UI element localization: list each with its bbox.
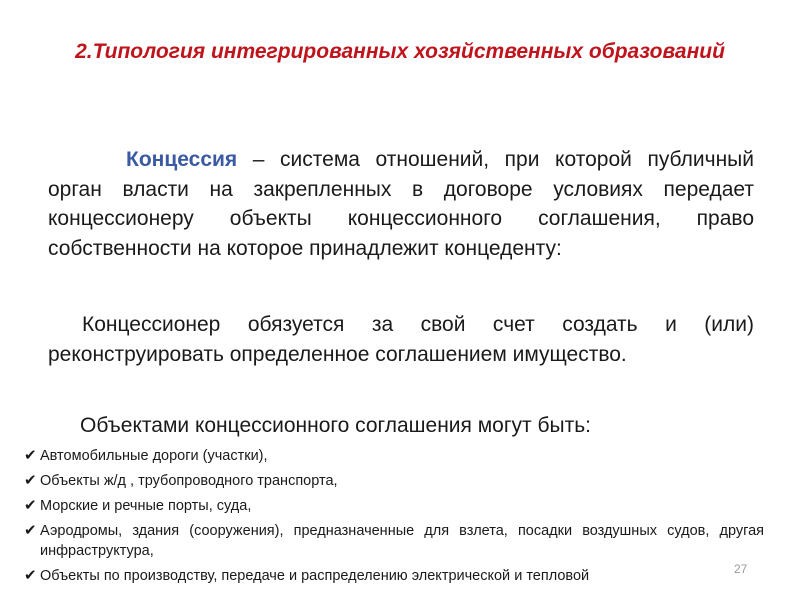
objects-list: [24, 446, 764, 591]
check-mark-icon: ✔: [24, 447, 37, 464]
concession-definition: [48, 145, 754, 263]
check-mark-icon: ✔: [24, 497, 37, 514]
list-item: [24, 566, 764, 586]
page-number: 27: [734, 562, 748, 576]
check-mark-icon: ✔: [24, 522, 37, 539]
check-mark-icon: ✔: [24, 567, 37, 584]
slide-title: 2.Типология интегрированных хозяйственных образований: [75, 40, 725, 63]
list-item-text: Аэродромы, здания (сооружения), предназначенные для взлета, посадки воздушных судов, другая инфраструктура,: [40, 523, 764, 559]
list-item-text: Морские и речные порты, суда,: [40, 498, 252, 514]
check-mark-icon: ✔: [24, 472, 37, 489]
list-item: [24, 446, 764, 466]
definition-text: – система отношений, при которой публичный орган власти на закрепленных в договоре условиях передает концессионеру объекты концессионного соглашения, право собственности на которое принадлежит концеденту:: [48, 148, 754, 260]
list-item: [24, 521, 764, 561]
list-item-text: Автомобильные дороги (участки),: [40, 448, 268, 464]
list-item-text: Объекты ж/д , трубопроводного транспорта,: [40, 473, 338, 489]
term-concession: Концессия: [126, 148, 238, 171]
list-item: [24, 471, 764, 491]
list-item: [24, 496, 764, 516]
list-item-text: Объекты по производству, передаче и распределению электрической и тепловой: [40, 568, 590, 584]
concessionaire-obligation: Концессионер обязуется за свой счет создать и (или) реконструировать определенное соглашением имущество.: [48, 313, 754, 366]
objects-heading: Объектами концессионного соглашения могут быть:: [80, 414, 591, 437]
